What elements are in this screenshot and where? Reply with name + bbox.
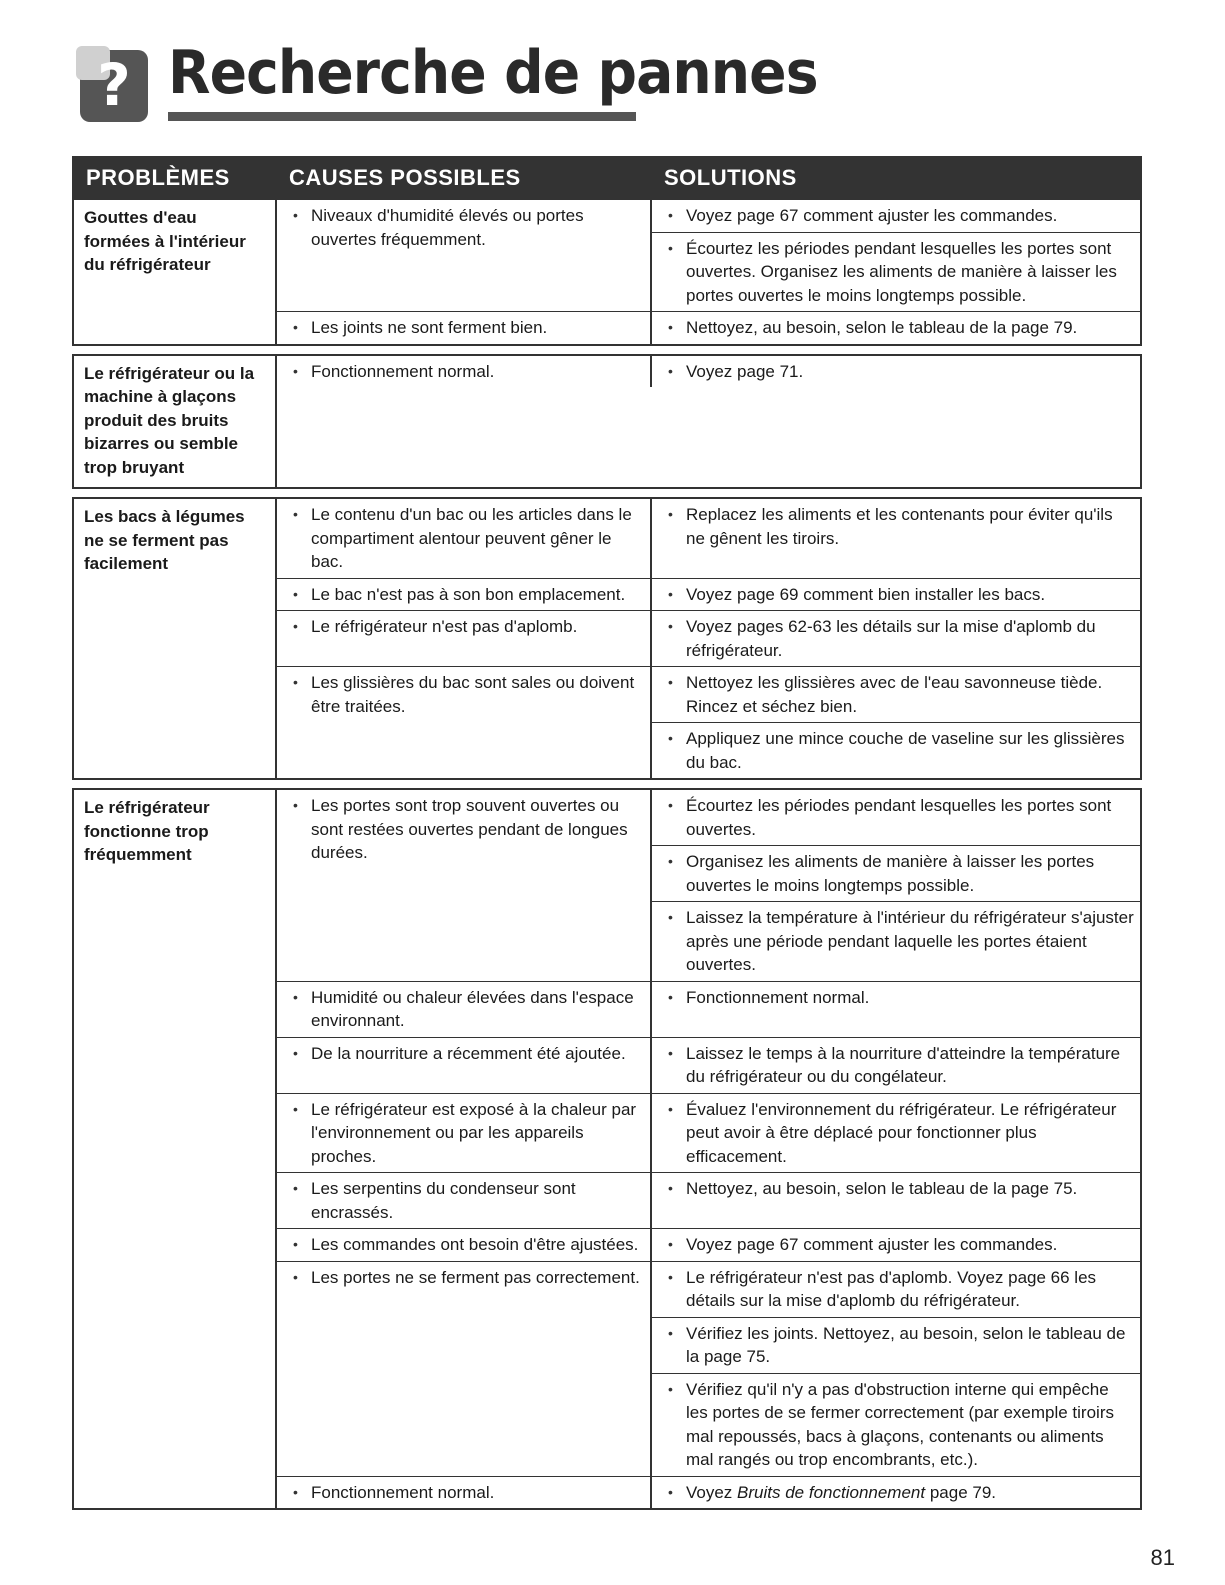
cause-cell <box>277 499 652 578</box>
bullet-icon: • <box>293 362 298 379</box>
solution-text: Écourtez les périodes pendant lesquelles les portes sont ouvertes. <box>686 796 1112 839</box>
solution-text: Replacez les aliments et les contenants pour éviter qu'ils ne gênent les tiroirs. <box>686 505 1113 548</box>
solution-text: Organisez les aliments de manière à laisser les portes ouvertes le moins longtemps possible. <box>686 852 1095 895</box>
solution-text: Voyez page 69 comment bien installer les bacs. <box>686 584 1046 604</box>
problem-label: Le réfrigérateur fonctionne trop fréquemment <box>74 790 277 1508</box>
cause-text: Le réfrigérateur n'est pas d'aplomb. <box>311 617 578 636</box>
solution-item <box>652 982 1140 1014</box>
problem-group <box>72 354 1142 490</box>
bullet-icon: • <box>668 674 673 690</box>
solution-text: Laissez la température à l'intérieur du réfrigérateur s'ajuster après une période pendant laquelle les portes étaient ouvertes. <box>686 908 1134 974</box>
bullet-icon: • <box>668 1483 673 1500</box>
table-header <box>72 156 1142 200</box>
cause-cell <box>277 790 652 981</box>
solution-item <box>652 1373 1140 1476</box>
solution-text: Nettoyez, au besoin, selon le tableau de la page 75. <box>686 1179 1078 1198</box>
cause-cell <box>277 579 652 611</box>
solution-text: Vérifiez les joints. Nettoyez, au besoin, selon le tableau de la page 75. <box>686 1323 1126 1366</box>
cause-cell <box>277 1094 652 1173</box>
table-row <box>277 578 1140 611</box>
table-row <box>277 1172 1140 1228</box>
table-row <box>277 981 1140 1037</box>
bullet-icon: • <box>668 909 673 925</box>
column-header-causes: CAUSES POSSIBLES <box>289 165 521 190</box>
bullet-icon: • <box>668 797 673 813</box>
solution-text-part: Voyez <box>686 1482 738 1502</box>
page-number: 81 <box>1150 1545 1175 1570</box>
solution-text: Le réfrigérateur n'est pas d'aplomb. Voyez page 66 les détails sur la mise d'aplomb du réfrigérateur. <box>686 1267 1097 1310</box>
solution-text: Voyez page 67 comment ajuster les commandes. <box>686 1235 1058 1254</box>
problem-label: Gouttes d'eau formées à l'intérieur du réfrigérateur <box>74 200 277 344</box>
table-row <box>277 1037 1140 1093</box>
solution-item <box>652 1317 1140 1373</box>
column-header-solutions: SOLUTIONS <box>664 165 797 190</box>
solution-text: Fonctionnement normal. <box>686 987 870 1007</box>
solution-item <box>652 499 1140 554</box>
solution-text: Voyez pages 62-63 les détails sur la mise d'aplomb du réfrigérateur. <box>686 617 1096 660</box>
solution-text-italic: Bruits de fonctionnement <box>737 1482 926 1502</box>
cause-text: Le réfrigérateur est exposé à la chaleur par l'environnement ou par les appareils proches. <box>311 1099 637 1166</box>
bullet-icon: • <box>293 1483 298 1500</box>
solution-item <box>652 1477 1140 1509</box>
cause-cell <box>277 611 652 666</box>
solution-item <box>652 722 1140 778</box>
bullet-icon: • <box>293 1044 298 1061</box>
bullet-icon: • <box>293 988 298 1005</box>
column-header-problems: PROBLÈMES <box>86 165 230 190</box>
cause-cell <box>277 1173 652 1228</box>
cause-text: Fonctionnement normal. <box>311 1482 495 1502</box>
bullet-icon: • <box>293 797 298 813</box>
table-row <box>277 666 1140 778</box>
cause-text: Les glissières du bac sont sales ou doivent être traitées. <box>311 673 635 716</box>
bullet-icon: • <box>668 988 673 1005</box>
bullet-icon: • <box>293 1236 298 1252</box>
cause-text: Niveaux d'humidité élevés ou portes ouvertes fréquemment. <box>311 206 584 249</box>
cause-text: Humidité ou chaleur élevées dans l'espace environnant. <box>311 987 634 1030</box>
question-mark-icon: ? <box>80 50 148 122</box>
table-row <box>277 1261 1140 1476</box>
cause-text: De la nourriture a récemment été ajoutée. <box>311 1043 626 1063</box>
troubleshooting-table <box>72 156 1142 1510</box>
cause-cell <box>277 200 652 311</box>
bullet-icon: • <box>668 1100 673 1117</box>
bullet-icon: • <box>668 1268 673 1285</box>
cause-text: Le bac n'est pas à son bon emplacement. <box>311 584 626 604</box>
solution-text: Nettoyez, au besoin, selon le tableau de la page 79. <box>686 318 1078 337</box>
cause-text: Fonctionnement normal. <box>311 361 495 381</box>
solution-text: Voyez page 67 comment ajuster les commandes. <box>686 206 1058 225</box>
solution-item <box>652 312 1140 344</box>
solution-item <box>652 845 1140 901</box>
bullet-icon: • <box>668 319 673 335</box>
cause-cell <box>277 1262 652 1476</box>
bullet-icon: • <box>293 585 298 602</box>
table-row <box>277 200 1140 311</box>
bullet-icon: • <box>293 1268 298 1285</box>
problem-group <box>72 788 1142 1510</box>
bullet-icon: • <box>293 207 298 223</box>
solution-item <box>652 667 1140 722</box>
solution-item <box>652 356 1140 388</box>
cause-text: Les portes ne se ferment pas correctement. <box>311 1267 640 1287</box>
cause-cell <box>277 1477 652 1509</box>
cause-cell <box>277 1229 652 1261</box>
table-row <box>277 790 1140 981</box>
bullet-icon: • <box>668 362 673 379</box>
cause-text: Les portes sont trop souvent ouvertes ou sont restées ouvertes pendant de longues durées. <box>311 796 628 862</box>
solution-text-part: page 79. <box>925 1482 997 1502</box>
table-row <box>277 1228 1140 1261</box>
bullet-icon: • <box>668 506 673 522</box>
bullet-icon: • <box>293 1180 298 1196</box>
cause-text: Les serpentins du condenseur sont encrassés. <box>311 1179 576 1222</box>
bullet-icon: • <box>668 1324 673 1341</box>
cause-cell <box>277 667 652 778</box>
table-row <box>277 1093 1140 1173</box>
problem-label: Le réfrigérateur ou la machine à glaçons produit des bruits bizarres ou semble trop bruyant <box>74 356 277 488</box>
solution-item <box>652 790 1140 845</box>
solution-text <box>686 1481 1134 1505</box>
solution-item <box>652 611 1140 666</box>
bullet-icon: • <box>293 674 298 690</box>
solution-item <box>652 901 1140 981</box>
solution-item <box>652 579 1140 611</box>
table-row <box>277 311 1140 344</box>
bullet-icon: • <box>668 1180 673 1196</box>
table-row <box>277 499 1140 578</box>
bullet-icon: • <box>293 506 298 522</box>
solution-text: Laissez le temps à la nourriture d'atteindre la température du réfrigérateur ou du congélateur. <box>686 1043 1121 1086</box>
cause-text: Les commandes ont besoin d'être ajustées. <box>311 1235 639 1254</box>
problem-group <box>72 497 1142 780</box>
solution-item <box>652 1229 1140 1261</box>
cause-cell <box>277 312 652 344</box>
cause-cell <box>277 1038 652 1093</box>
solution-text: Nettoyez les glissières avec de l'eau savonneuse tiède. Rincez et séchez bien. <box>686 673 1103 716</box>
page-title: Recherche de pannes <box>168 38 818 108</box>
solution-text: Écourtez les périodes pendant lesquelles les portes sont ouvertes. Organisez les aliments de manière à laisser les portes ouvertes le moins longtemps possible. <box>686 238 1117 305</box>
cause-cell <box>277 356 652 388</box>
solution-text: Vérifiez qu'il n'y a pas d'obstruction interne qui empêche les portes de se fermer correctement (par exemple tiroirs mal repoussés, bacs à glaçons, contenants ou aliments mal rangés ou trop encombrants, etc.). <box>686 1379 1114 1469</box>
problem-label: Les bacs à légumes ne se ferment pas facilement <box>74 499 277 778</box>
cause-cell <box>277 982 652 1037</box>
cause-text: Le contenu d'un bac ou les articles dans le compartiment alentour peuvent gêner le bac. <box>311 505 632 571</box>
table-row <box>277 356 1140 388</box>
bullet-icon: • <box>668 1236 673 1252</box>
bullet-icon: • <box>668 585 673 602</box>
solution-item <box>652 1094 1140 1173</box>
cause-text: Les joints ne sont ferment bien. <box>311 318 548 337</box>
bullet-icon: • <box>668 1044 673 1061</box>
bullet-icon: • <box>668 853 673 869</box>
solution-item <box>652 200 1140 232</box>
bullet-icon: • <box>668 239 673 256</box>
bullet-icon: • <box>668 207 673 223</box>
solution-text: Évaluez l'environnement du réfrigérateur. Le réfrigérateur peut avoir à être déplacé pour fonctionner plus efficacement. <box>686 1099 1117 1166</box>
solution-item <box>652 232 1140 312</box>
table-row <box>277 610 1140 666</box>
bullet-icon: • <box>668 730 673 746</box>
problem-group <box>72 200 1142 346</box>
title-underline <box>168 112 636 121</box>
bullet-icon: • <box>293 1100 298 1117</box>
bullet-icon: • <box>668 1380 673 1397</box>
solution-item <box>652 1038 1140 1093</box>
bullet-icon: • <box>293 319 298 335</box>
solution-text: Appliquez une mince couche de vaseline sur les glissières du bac. <box>686 729 1125 772</box>
bullet-icon: • <box>668 618 673 634</box>
solution-item <box>652 1173 1140 1205</box>
solution-item <box>652 1262 1140 1317</box>
bullet-icon: • <box>293 618 298 634</box>
table-row <box>277 1476 1140 1509</box>
solution-text: Voyez page 71. <box>686 361 804 381</box>
